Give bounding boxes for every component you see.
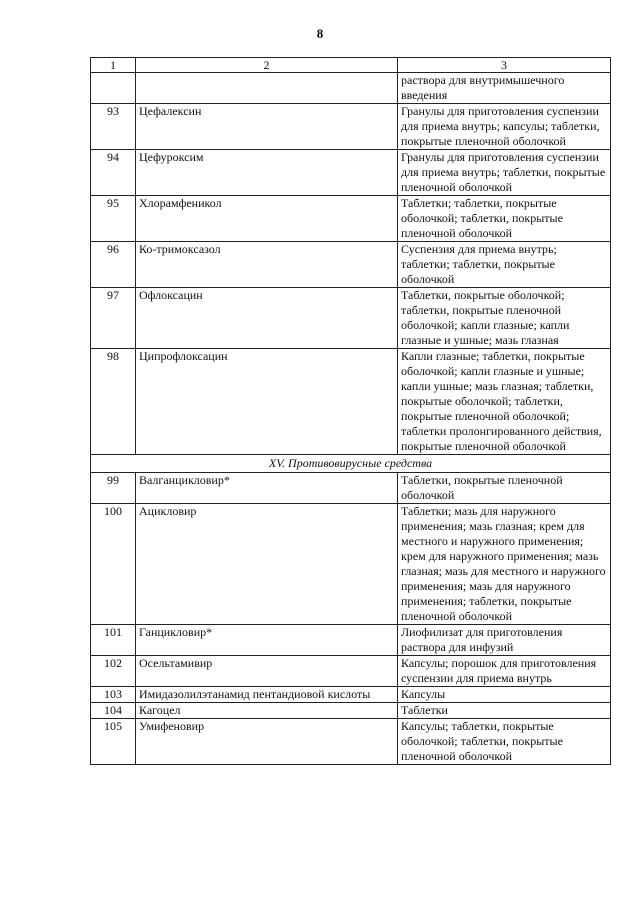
dosage-forms: Гранулы для приготовления суспензии для приема внутрь; таблетки, покрытые пленочной оболочкой [398, 150, 611, 196]
medicine-name: Имидазолилэтанамид пентандиовой кислоты [136, 687, 398, 703]
continuation-number-cell [91, 73, 136, 104]
continuation-name-cell [136, 73, 398, 104]
continuation-forms-cell: раствора для внутримышечного введения [398, 73, 611, 104]
table-body-antivirals [91, 473, 611, 765]
medicine-name: Хлорамфеникол [136, 196, 398, 242]
table-row [91, 625, 611, 656]
medicine-name: Цефалексин [136, 104, 398, 150]
table-header-row [91, 58, 611, 73]
dosage-forms: Таблетки [398, 703, 611, 719]
row-number: 100 [91, 504, 136, 625]
table-row [91, 719, 611, 765]
row-number: 104 [91, 703, 136, 719]
dosage-forms: Капсулы [398, 687, 611, 703]
dosage-forms: Капли глазные; таблетки, покрытые оболочкой; капли глазные и ушные; капли ушные; мазь глазная; таблетки, покрытые оболочкой; таблетки, покрытые пленочной оболочкой; таблетки пролонгированного действия, покрытые пленочной оболочкой [398, 349, 611, 455]
medicine-name: Цефуроксим [136, 150, 398, 196]
row-number: 105 [91, 719, 136, 765]
medicine-name: Ацикловир [136, 504, 398, 625]
dosage-forms: Таблетки, покрытые оболочкой; таблетки, покрытые пленочной оболочкой; капли глазные; капли глазные и ушные; мазь глазная [398, 288, 611, 349]
table-row [91, 473, 611, 504]
row-number: 101 [91, 625, 136, 656]
section-row [91, 455, 611, 473]
medicines-table [90, 57, 611, 765]
dosage-forms: Капсулы; порошок для приготовления суспензии для приема внутрь [398, 656, 611, 687]
table-row [91, 703, 611, 719]
table-row [91, 150, 611, 196]
dosage-forms: Гранулы для приготовления суспензии для приема внутрь; капсулы; таблетки, покрытые пленочной оболочкой [398, 104, 611, 150]
row-number: 96 [91, 242, 136, 288]
dosage-forms: Лиофилизат для приготовления раствора для инфузий [398, 625, 611, 656]
continuation-row [91, 73, 611, 104]
medicine-name: Осельтамивир [136, 656, 398, 687]
row-number: 94 [91, 150, 136, 196]
table-row [91, 504, 611, 625]
row-number: 102 [91, 656, 136, 687]
table-row [91, 196, 611, 242]
table-row [91, 104, 611, 150]
dosage-forms: Таблетки, покрытые пленочной оболочкой [398, 473, 611, 504]
table-row [91, 242, 611, 288]
medicine-name: Валганцикловир* [136, 473, 398, 504]
medicine-name: Ганцикловир* [136, 625, 398, 656]
column-header-name: 2 [136, 58, 398, 73]
dosage-forms: Таблетки; таблетки, покрытые оболочкой; таблетки, покрытые пленочной оболочкой [398, 196, 611, 242]
column-header-forms: 3 [398, 58, 611, 73]
table-row [91, 349, 611, 455]
medicine-name: Умифеновир [136, 719, 398, 765]
section-title: XV. Противовирусные средства [91, 455, 611, 473]
medicine-name: Ципрофлоксацин [136, 349, 398, 455]
row-number: 95 [91, 196, 136, 242]
table-row [91, 687, 611, 703]
dosage-forms: Суспензия для приема внутрь; таблетки; таблетки, покрытые оболочкой [398, 242, 611, 288]
table-row [91, 656, 611, 687]
section-row-group [91, 455, 611, 473]
medicine-name: Кагоцел [136, 703, 398, 719]
row-number: 93 [91, 104, 136, 150]
dosage-forms: Капсулы; таблетки, покрытые оболочкой; таблетки, покрытые пленочной оболочкой [398, 719, 611, 765]
page-number: 8 [316, 26, 324, 41]
row-number: 103 [91, 687, 136, 703]
dosage-forms: Таблетки; мазь для наружного применения; мазь глазная; крем для местного и наружного применения; крем для наружного применения; мазь глазная; мазь для местного и наружного применения; мазь для наружного применения; таблетки, покрытые пленочной оболочкой [398, 504, 611, 625]
row-number: 99 [91, 473, 136, 504]
row-number: 98 [91, 349, 136, 455]
medicine-name: Ко-тримоксазол [136, 242, 398, 288]
column-header-number: 1 [91, 58, 136, 73]
medicine-name: Офлоксацин [136, 288, 398, 349]
table-body-antibacterials [91, 73, 611, 455]
row-number: 97 [91, 288, 136, 349]
table-row [91, 288, 611, 349]
